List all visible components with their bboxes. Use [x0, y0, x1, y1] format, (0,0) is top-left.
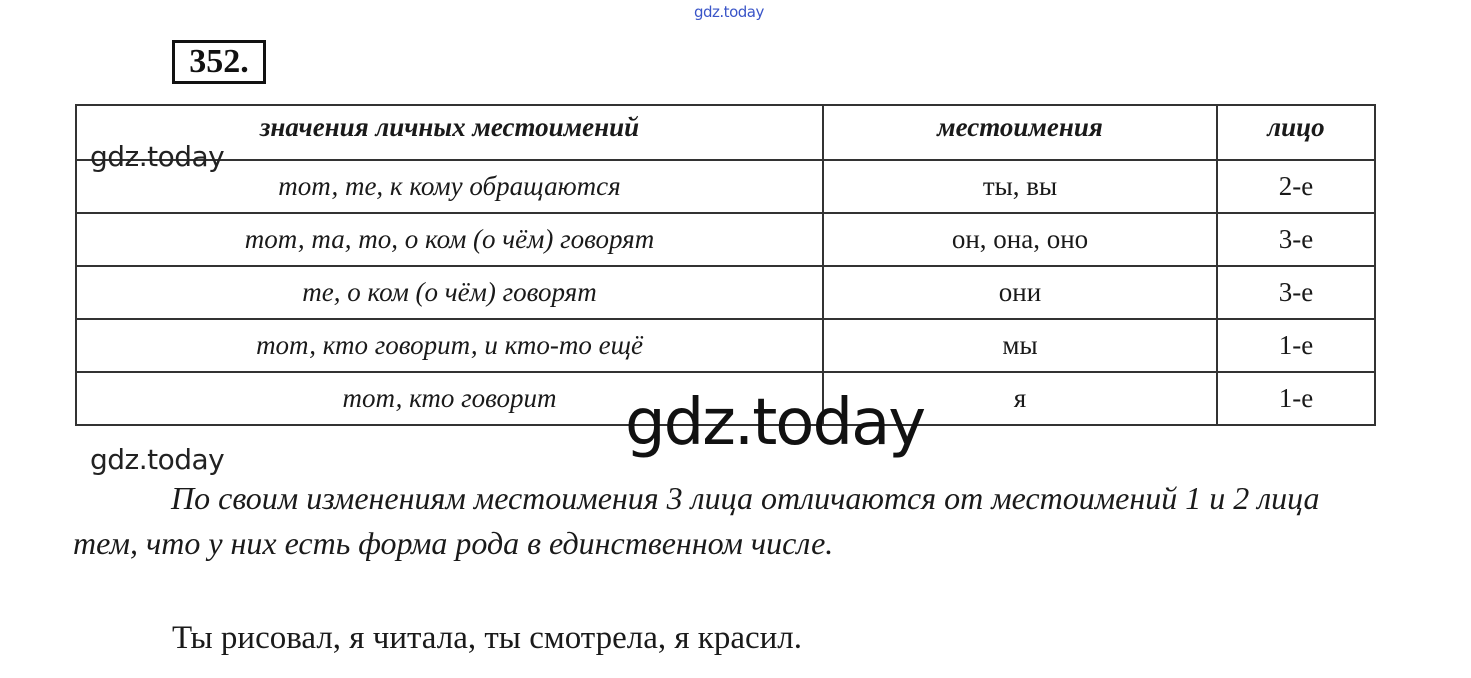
watermark-small: gdz.today [90, 140, 225, 173]
table-row [76, 160, 1375, 213]
header-meaning: значения личных местоимений [76, 105, 823, 160]
cell-pronoun: мы [823, 319, 1217, 372]
cell-person: 3-е [1217, 266, 1375, 319]
header-pronouns: местоимения [823, 105, 1217, 160]
cell-meaning: тот, кто говорит [76, 372, 823, 425]
answer-sentence: Ты рисовал, я читала, ты смотрела, я красил. [172, 620, 803, 656]
cell-person: 1-е [1217, 319, 1375, 372]
table-header-row [76, 105, 1375, 160]
header-person: лицо [1217, 105, 1375, 160]
watermark-big: gdz.today [625, 386, 925, 460]
cell-pronoun: они [823, 266, 1217, 319]
table-row [76, 319, 1375, 372]
conclusion-paragraph: По своим изменениям местоимения 3 лица отличаются от местоимений 1 и 2 лица тем, что у них есть форма рода в единственном числе. [73, 480, 1320, 561]
cell-pronoun: я [823, 372, 1217, 425]
pronoun-table [75, 104, 1376, 426]
cell-meaning: тот, та, то, о ком (о чём) говорят [76, 213, 823, 266]
cell-pronoun: ты, вы [823, 160, 1217, 213]
cell-person: 2-е [1217, 160, 1375, 213]
cell-person: 3-е [1217, 213, 1375, 266]
cell-person: 1-е [1217, 372, 1375, 425]
task-number: 352. [172, 40, 266, 84]
cell-meaning: тот, кто говорит, и кто-то ещё [76, 319, 823, 372]
cell-meaning: тот, те, к кому обращаются [76, 160, 823, 213]
watermark-top: gdz.today [694, 3, 764, 21]
cell-meaning: те, о ком (о чём) говорят [76, 266, 823, 319]
table-row [76, 213, 1375, 266]
table-row [76, 266, 1375, 319]
cell-pronoun: он, она, оно [823, 213, 1217, 266]
watermark-small: gdz.today [90, 443, 225, 476]
